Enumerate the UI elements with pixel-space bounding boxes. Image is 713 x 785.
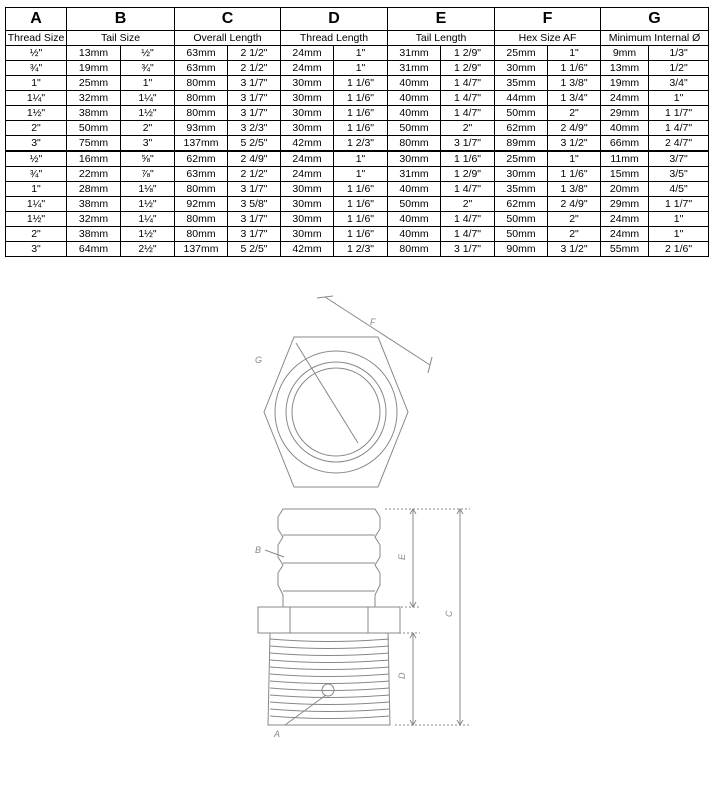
table-cell: 4/5": [649, 182, 709, 197]
column-letter: D: [281, 8, 388, 31]
table-cell: 9mm: [601, 46, 649, 61]
table-cell: 75mm: [67, 136, 121, 152]
table-cell: 1 2/9": [441, 167, 495, 182]
table-cell: 40mm: [388, 182, 441, 197]
table-cell: 1 1/6": [334, 106, 388, 121]
table-cell: 35mm: [495, 76, 548, 91]
table-row: [6, 242, 709, 257]
table-cell: 30mm: [495, 167, 548, 182]
table-cell: 62mm: [495, 121, 548, 136]
table-cell: 24mm: [601, 227, 649, 242]
table-cell: 2": [6, 227, 67, 242]
table-cell: 62mm: [495, 197, 548, 212]
tail-leader: [265, 550, 284, 557]
table-cell: 2": [121, 121, 175, 136]
table-cell: 55mm: [601, 242, 649, 257]
table-cell: 1 1/6": [334, 121, 388, 136]
thread-length-label: D: [397, 672, 407, 679]
table-cell: 1": [548, 151, 601, 167]
table-cell: 40mm: [601, 121, 649, 136]
table-cell: 64mm: [67, 242, 121, 257]
table-cell: 20mm: [601, 182, 649, 197]
thread-line: [270, 667, 389, 670]
column-label: Thread Size: [6, 31, 67, 46]
table-cell: 24mm: [281, 167, 334, 182]
table-cell: 13mm: [601, 61, 649, 76]
table-cell: 1 2/3": [334, 136, 388, 152]
table-cell: 80mm: [175, 212, 228, 227]
table-cell: 30mm: [281, 76, 334, 91]
table-cell: 30mm: [281, 121, 334, 136]
column-letter: B: [67, 8, 175, 31]
table-row: [6, 182, 709, 197]
table-cell: 66mm: [601, 136, 649, 152]
table-cell: 22mm: [67, 167, 121, 182]
table-cell: 2 1/2": [228, 167, 281, 182]
column-label: Hex Size AF: [495, 31, 601, 46]
table-cell: 38mm: [67, 197, 121, 212]
table-cell: 35mm: [495, 182, 548, 197]
table-cell: 3 2/3": [228, 121, 281, 136]
table-cell: 1 1/6": [548, 61, 601, 76]
table-cell: 1½": [121, 106, 175, 121]
table-cell: 30mm: [281, 182, 334, 197]
bore-label: G: [255, 355, 263, 365]
table-cell: 3": [121, 136, 175, 152]
table-cell: 1 1/6": [334, 212, 388, 227]
spec-table: [5, 7, 709, 257]
column-label: Overall Length: [175, 31, 281, 46]
table-cell: 30mm: [281, 91, 334, 106]
table-cell: 42mm: [281, 136, 334, 152]
table-cell: 1 1/6": [548, 167, 601, 182]
table-cell: 50mm: [67, 121, 121, 136]
table-row: [6, 197, 709, 212]
table-cell: 1 2/9": [441, 46, 495, 61]
table-cell: 16mm: [67, 151, 121, 167]
table-cell: 1 3/8": [548, 76, 601, 91]
thread-line: [270, 639, 389, 642]
table-cell: 13mm: [67, 46, 121, 61]
table-cell: 1 1/6": [334, 76, 388, 91]
table-cell: 1": [334, 61, 388, 76]
table-cell: 2": [441, 121, 495, 136]
table-cell: 2 4/7": [649, 136, 709, 152]
table-cell: 3/5": [649, 167, 709, 182]
table-cell: 1 4/7": [441, 182, 495, 197]
table-cell: 80mm: [388, 136, 441, 152]
table-cell: 2": [548, 227, 601, 242]
table-cell: 3": [6, 242, 67, 257]
table-cell: 24mm: [601, 212, 649, 227]
table-cell: 80mm: [175, 76, 228, 91]
table-cell: 2 4/9": [228, 151, 281, 167]
table-cell: 1 1/7": [649, 106, 709, 121]
table-cell: 40mm: [388, 91, 441, 106]
table-cell: 1": [548, 46, 601, 61]
thread-line: [270, 702, 389, 705]
table-cell: 80mm: [175, 106, 228, 121]
thread-line: [270, 681, 389, 684]
table-cell: 1 2/3": [334, 242, 388, 257]
table-cell: 1 4/7": [441, 106, 495, 121]
table-cell: 2": [441, 197, 495, 212]
table-cell: 3 1/7": [228, 76, 281, 91]
thread-line: [270, 646, 389, 649]
table-cell: 2 4/9": [548, 121, 601, 136]
table-cell: 30mm: [281, 197, 334, 212]
table-row: [6, 227, 709, 242]
table-cell: 1 3/8": [548, 182, 601, 197]
table-cell: 2": [6, 121, 67, 136]
table-cell: 1": [334, 151, 388, 167]
table-cell: 38mm: [67, 106, 121, 121]
table-row: [6, 106, 709, 121]
table-cell: 3 5/8": [228, 197, 281, 212]
table-row: [6, 151, 709, 167]
table-row: [6, 91, 709, 106]
table-cell: 19mm: [601, 76, 649, 91]
thread-line: [270, 688, 389, 691]
top-view: [264, 296, 432, 487]
table-cell: ¾": [6, 167, 67, 182]
table-cell: 19mm: [67, 61, 121, 76]
table-cell: 40mm: [388, 227, 441, 242]
table-cell: 2 1/2": [228, 46, 281, 61]
table-cell: 1 4/7": [649, 121, 709, 136]
table-cell: 3 1/7": [228, 106, 281, 121]
column-letter: F: [495, 8, 601, 31]
table-cell: 1 3/4": [548, 91, 601, 106]
tail-length-label: E: [397, 553, 407, 560]
tail-label: B: [255, 545, 262, 555]
table-cell: 80mm: [175, 91, 228, 106]
thread-line: [270, 653, 389, 656]
table-cell: 28mm: [67, 182, 121, 197]
hex-face-circle: [275, 351, 397, 473]
table-cell: 1": [649, 91, 709, 106]
table-cell: 92mm: [175, 197, 228, 212]
table-cell: 50mm: [388, 121, 441, 136]
table-cell: ¾": [6, 61, 67, 76]
table-cell: 50mm: [388, 197, 441, 212]
table-cell: ⅝": [121, 151, 175, 167]
table-cell: 89mm: [495, 136, 548, 152]
table-cell: 63mm: [175, 46, 228, 61]
table-row: [6, 76, 709, 91]
thread-lines: [270, 639, 389, 719]
table-cell: 63mm: [175, 61, 228, 76]
bore-diameter-line: [296, 343, 358, 443]
overall-label: C: [444, 610, 454, 617]
table-cell: 5 2/5": [228, 136, 281, 152]
column-label: Tail Size: [67, 31, 175, 46]
table-cell: 1½": [6, 212, 67, 227]
table-cell: 24mm: [601, 91, 649, 106]
table-cell: 62mm: [175, 151, 228, 167]
table-cell: 1¼": [121, 91, 175, 106]
table-cell: 80mm: [175, 227, 228, 242]
table-cell: 29mm: [601, 197, 649, 212]
side-view: [258, 509, 470, 725]
table-cell: 1 1/7": [649, 197, 709, 212]
table-cell: 5 2/5": [228, 242, 281, 257]
table-cell: 1¼": [6, 91, 67, 106]
table-cell: 3 1/2": [548, 242, 601, 257]
table-row: [6, 136, 709, 152]
hex-label: F: [370, 317, 376, 327]
table-cell: 38mm: [67, 227, 121, 242]
table-cell: 32mm: [67, 212, 121, 227]
table-cell: 30mm: [281, 227, 334, 242]
column-label: Tail Length: [388, 31, 495, 46]
hex-collar: [258, 607, 400, 633]
table-cell: ⅞": [121, 167, 175, 182]
table-cell: 24mm: [281, 151, 334, 167]
table-row: [6, 167, 709, 182]
table-cell: 1½": [121, 197, 175, 212]
tail-barb-outline: [278, 509, 380, 607]
table-cell: 1": [6, 182, 67, 197]
column-letter: E: [388, 8, 495, 31]
table-row: [6, 46, 709, 61]
table-cell: 1/3": [649, 46, 709, 61]
table-cell: 63mm: [175, 167, 228, 182]
table-cell: 50mm: [495, 106, 548, 121]
table-cell: 1 1/6": [441, 151, 495, 167]
table-cell: 137mm: [175, 242, 228, 257]
table-cell: 50mm: [495, 212, 548, 227]
table-cell: ½": [6, 151, 67, 167]
spec-table-body: [6, 46, 709, 257]
table-cell: 1 4/7": [441, 212, 495, 227]
table-cell: 1¼": [121, 212, 175, 227]
table-cell: ½": [6, 46, 67, 61]
table-cell: ¾": [121, 61, 175, 76]
table-cell: 1/2": [649, 61, 709, 76]
table-cell: 3 1/7": [441, 136, 495, 152]
table-cell: 1 1/6": [334, 91, 388, 106]
table-cell: 1⅛": [121, 182, 175, 197]
table-cell: 1 4/7": [441, 91, 495, 106]
table-cell: 25mm: [67, 76, 121, 91]
table-cell: 1 2/9": [441, 61, 495, 76]
table-cell: 25mm: [495, 46, 548, 61]
table-cell: 1¼": [6, 197, 67, 212]
column-letter-row: [6, 8, 709, 31]
table-cell: 1½": [121, 227, 175, 242]
table-cell: 1 4/7": [441, 76, 495, 91]
table-cell: 3/7": [649, 151, 709, 167]
table-cell: 31mm: [388, 61, 441, 76]
table-cell: 31mm: [388, 46, 441, 61]
table-cell: 1": [6, 76, 67, 91]
table-cell: ½": [121, 46, 175, 61]
table-cell: 2 1/2": [228, 61, 281, 76]
table-cell: 30mm: [281, 106, 334, 121]
table-row: [6, 212, 709, 227]
table-cell: 1": [121, 76, 175, 91]
table-cell: 3 1/7": [228, 91, 281, 106]
table-cell: 24mm: [281, 61, 334, 76]
table-row: [6, 121, 709, 136]
table-cell: 42mm: [281, 242, 334, 257]
hex-dim-tick: [428, 357, 432, 373]
table-cell: 3 1/7": [441, 242, 495, 257]
table-cell: 15mm: [601, 167, 649, 182]
table-cell: 30mm: [281, 212, 334, 227]
table-cell: 3 1/2": [548, 136, 601, 152]
table-cell: 40mm: [388, 212, 441, 227]
table-cell: 3": [6, 136, 67, 152]
table-cell: 32mm: [67, 91, 121, 106]
table-cell: 3 1/7": [228, 227, 281, 242]
table-cell: 3/4": [649, 76, 709, 91]
table-row: [6, 61, 709, 76]
table-cell: 1 4/7": [441, 227, 495, 242]
table-cell: 80mm: [388, 242, 441, 257]
table-cell: 2 4/9": [548, 197, 601, 212]
table-cell: 2½": [121, 242, 175, 257]
technical-drawing: [0, 285, 713, 785]
table-cell: 93mm: [175, 121, 228, 136]
thread-line: [270, 660, 389, 663]
table-cell: 40mm: [388, 76, 441, 91]
table-cell: 137mm: [175, 136, 228, 152]
table-cell: 2": [548, 106, 601, 121]
table-cell: 31mm: [388, 167, 441, 182]
table-cell: 40mm: [388, 106, 441, 121]
column-label: Thread Length: [281, 31, 388, 46]
table-cell: 1": [649, 227, 709, 242]
column-letter: C: [175, 8, 281, 31]
thread-label: A: [274, 729, 281, 739]
table-cell: 24mm: [281, 46, 334, 61]
table-cell: 1 1/6": [334, 197, 388, 212]
table-cell: 3 1/7": [228, 182, 281, 197]
table-cell: 25mm: [495, 151, 548, 167]
hex-dim-tick: [317, 296, 333, 298]
column-label-row: [6, 31, 709, 46]
table-cell: 30mm: [495, 61, 548, 76]
table-cell: 44mm: [495, 91, 548, 106]
thread-line: [270, 674, 389, 677]
table-cell: 30mm: [388, 151, 441, 167]
thread-line: [270, 709, 389, 712]
table-cell: 90mm: [495, 242, 548, 257]
table-cell: 29mm: [601, 106, 649, 121]
column-letter: G: [601, 8, 709, 31]
table-cell: 1 1/6": [334, 227, 388, 242]
table-cell: 1 1/6": [334, 182, 388, 197]
hex-dimension-line: [325, 297, 430, 365]
table-cell: 1": [334, 167, 388, 182]
table-cell: 2": [548, 212, 601, 227]
thread-line: [270, 716, 389, 719]
column-label: Minimum Internal Ø: [601, 31, 709, 46]
table-cell: 80mm: [175, 182, 228, 197]
table-cell: 50mm: [495, 227, 548, 242]
bore-outer-circle: [286, 362, 386, 462]
bore-inner-circle: [292, 368, 380, 456]
table-cell: 3 1/7": [228, 212, 281, 227]
table-cell: 1": [334, 46, 388, 61]
table-cell: 1": [649, 212, 709, 227]
table-cell: 1½": [6, 106, 67, 121]
table-cell: 2 1/6": [649, 242, 709, 257]
column-letter: A: [6, 8, 67, 31]
table-cell: 11mm: [601, 151, 649, 167]
